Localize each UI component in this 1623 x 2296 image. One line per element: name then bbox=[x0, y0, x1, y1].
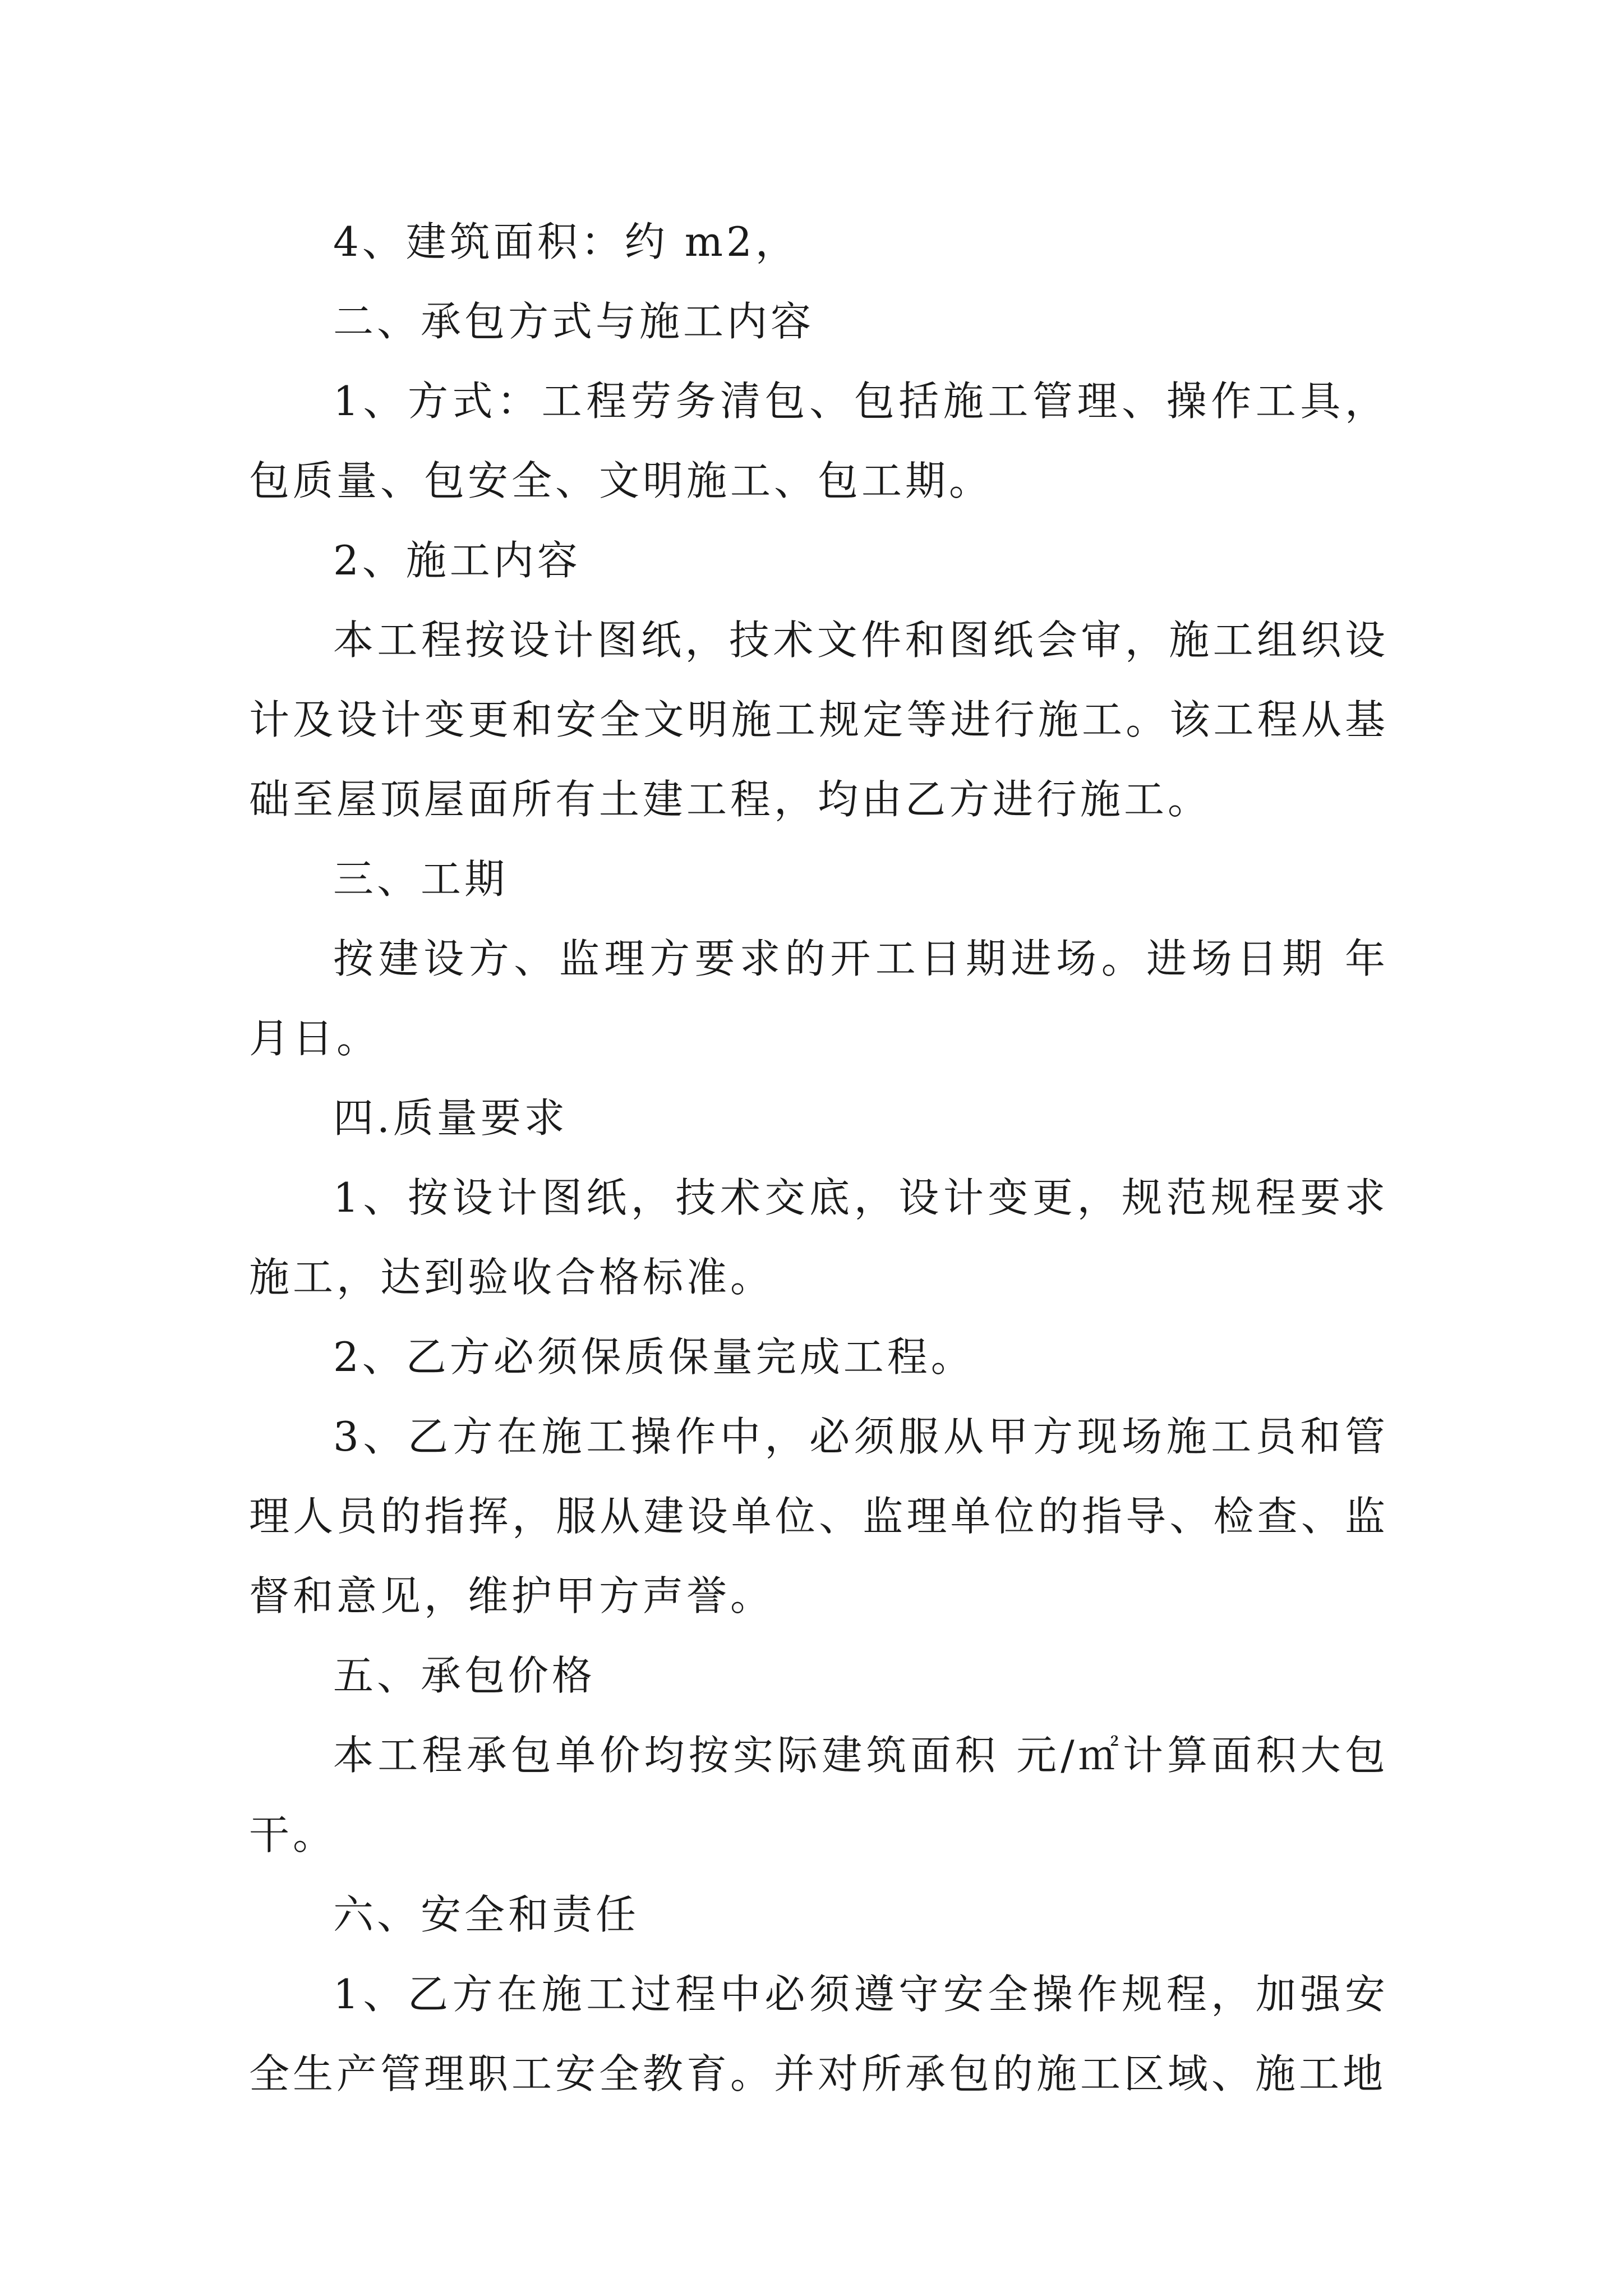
heading-price: 五、承包价格 bbox=[333, 1652, 596, 1699]
paragraph-price: 本工程承包单价均按实际建筑面积 元/㎡计算面积大包干。 bbox=[249, 1732, 1389, 1858]
paragraph-safety-1: 1、乙方在施工过程中必须遵守安全操作规程，加强安全生产管理职工安全教育。并对所承包的施工区域、施工地 bbox=[249, 1971, 1389, 2097]
paragraph-schedule: 按建设方、监理方要求的开工日期进场。进场日期 年月日。 bbox=[249, 935, 1389, 1062]
paragraph-construction-content: 本工程按设计图纸，技术文件和图纸会审，施工组织设计及设计变更和安全文明施工规定等进行施工。该工程从基础至屋顶屋面所有土建工程，均由乙方进行施工。 bbox=[249, 616, 1389, 823]
heading-safety: 六、安全和责任 bbox=[333, 1891, 640, 1938]
heading-contract-method: 二、承包方式与施工内容 bbox=[333, 298, 815, 345]
subheading-construction-content: 2、施工内容 bbox=[333, 537, 581, 584]
paragraph-method: 1、方式：工程劳务清包、包括施工管理、操作工具，包质量、包安全、文明施工、包工期。 bbox=[249, 378, 1389, 504]
paragraph-quality-1: 1、按设计图纸，技术交底，设计变更，规范规程要求施工，达到验收合格标准。 bbox=[249, 1174, 1389, 1301]
document-body bbox=[249, 202, 1389, 2114]
paragraph-quality-2: 2、乙方必须保质保量完成工程。 bbox=[333, 1333, 975, 1381]
heading-quality: 四.质量要求 bbox=[333, 1094, 568, 1142]
paragraph-quality-3: 3、乙方在施工操作中，必须服从甲方现场施工员和管理人员的指挥，服从建设单位、监理单位的指导、检查、监督和意见，维护甲方声誉。 bbox=[249, 1413, 1389, 1619]
paragraph-building-area: 4、建筑面积：约 m2， bbox=[333, 218, 799, 265]
heading-schedule: 三、工期 bbox=[333, 855, 509, 903]
